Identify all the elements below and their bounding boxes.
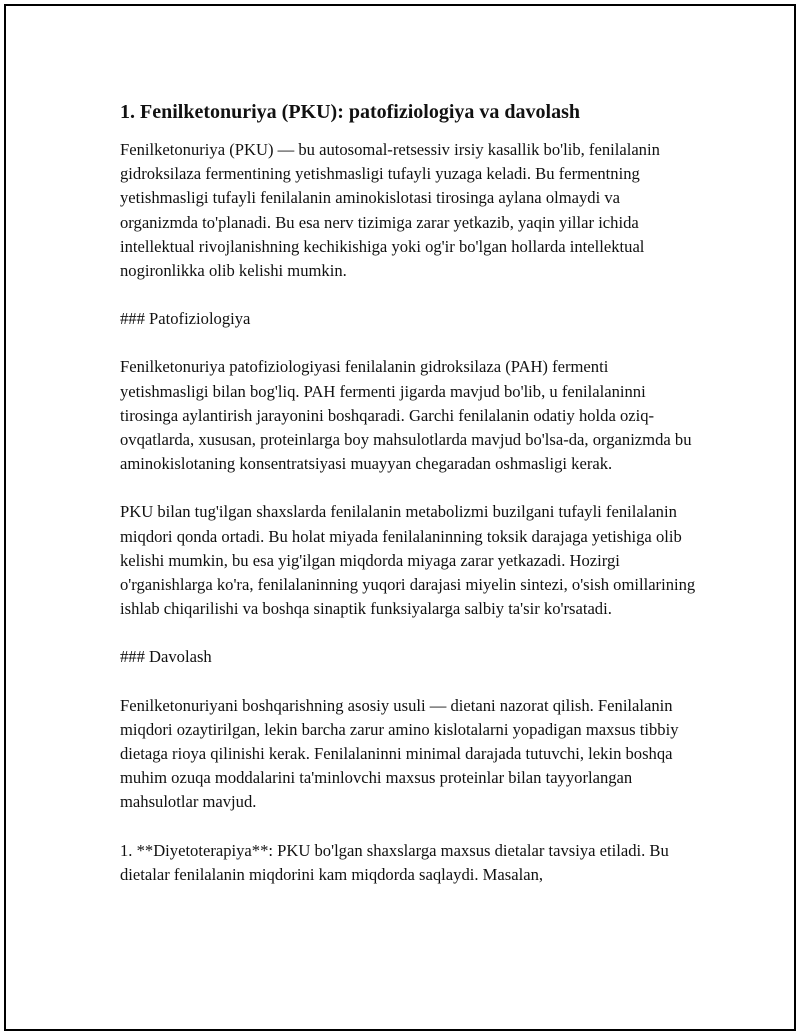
paragraph-davolash: Fenilketonuriyani boshqarishning asosiy usuli — dietani nazorat qilish. Fenilalanin miqdori ozaytirilgan, lekin barcha zarur amino kislotalarni yopadigan maxsus tibbiy dietaga rioya qilinishi kerak. Fenilalaninni minimal darajada tutuvchi, lekin boshqa muhim ozuqa moddalarini ta'minlovchi maxsus proteinlar bilan tayyorlangan mahsulotlar mavjud.	[120, 695, 679, 812]
document-content	[120, 98, 700, 911]
list-item-diyetoterapiya: 1. **Diyetoterapiya**: PKU bo'lgan shaxslarga maxsus dietalar tavsiya etiladi. Bu dietalar fenilalanin miqdorini kam miqdorda saqlaydi. Masalan,	[120, 840, 669, 884]
paragraph-patofiziologiya-1: Fenilketonuriya patofiziologiyasi fenilalanin gidroksilaza (PAH) fermenti yetishmasligi bilan bog'liq. PAH fermenti jigarda mavjud bo'lib, u fenilalaninni tirosinga aylantirish jarayonini boshqaradi. Garchi fenilalanin odatiy holda oziq-ovqatlarda, xususan, proteinlarga boy mahsulotlarda mavjud bo'lsa-da, organizmda bu aminokislotaning konsentratsiyasi muayyan chegaradan oshmasligi kerak.	[120, 357, 692, 474]
section-heading-patofiziologiya: ### Patofiziologiya	[120, 309, 251, 329]
paragraph-patofiziologiya-2: PKU bilan tug'ilgan shaxslarda fenilalanin metabolizmi buzilgani tufayli fenilalanin miqdori qonda ortadi. Bu holat miyada fenilalaninning toksik darajaga yetishiga olib kelishi mumkin, bu esa yig'ilgan miqdorda miyaga zarar yetkazadi. Hozirgi o'rganishlarga ko'ra, fenilalaninning yuqori darajasi miyelin sintezi, o'sish omillarining ishlab chiqarilishi va boshqa sinaptik funksiyalarga salbiy ta'sir ko'rsatadi.	[120, 502, 696, 619]
section-heading-davolash: ### Davolash	[120, 647, 212, 667]
document-page	[4, 4, 796, 1031]
page-title: 1. Fenilketonuriya (PKU): patofiziologiya va davolash	[120, 101, 580, 123]
paragraph-intro: Fenilketonuriya (PKU) — bu autosomal-retsessiv irsiy kasallik bo'lib, fenilalanin gidroksilaza fermentining yetishmasligi tufayli yuzaga keladi. Bu fermentning yetishmasligi tufayli fenilalanin aminokislotasi tirosinga aylana olmaydi va organizmda to'planadi. Bu esa nerv tizimiga zarar yetkazib, yaqin yillar ichida intellektual rivojlanishning kechikishiga yoki og'ir bo'lgan hollarda intellektual nogironlikka olib kelishi mumkin.	[120, 140, 660, 281]
